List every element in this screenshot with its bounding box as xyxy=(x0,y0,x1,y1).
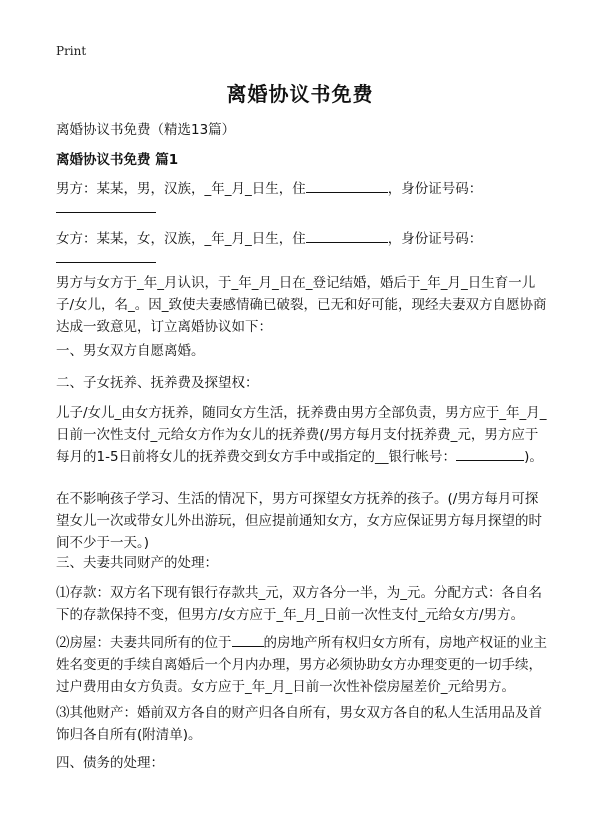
female-party-prefix: 女方：某某，女，汉族，_年_月_日生，住 xyxy=(56,231,306,247)
clause-property-heading: 三、夫妻共同财产的处理： xyxy=(56,555,218,571)
male-party-suffix: ，身份证号码： xyxy=(387,181,483,197)
female-party-line xyxy=(56,228,548,263)
house-text-start: ⑵房屋：夫妻共同所有的位于 xyxy=(56,635,232,651)
print-label[interactable]: Print xyxy=(56,44,87,58)
address-blank xyxy=(306,180,388,193)
male-party-prefix: 男方：某某，男，汉族，_年_月_日生，住 xyxy=(56,181,306,197)
bank-account-blank xyxy=(456,448,524,461)
visitation-paragraph: 在不影响孩子学习、生活的情况下，男方可探望女方抚养的孩子。(/男方每月可探望女儿一次或带女儿外出游玩，但应提前通知女方，女方应保证男方每月探望的时间不少于一天。) xyxy=(56,491,542,551)
intro-paragraph: 男方与女方于_年_月认识，于_年_月_日在_登记结婚，婚后于_年_月_日生育一儿子/女儿，名_。因_致使夫妻感情确已破裂，已无和好可能，现经夫妻双方自愿协商达成一致意见，订立离婚协议如下： xyxy=(56,275,547,335)
child-support-text: 儿子/女儿_由女方抚养，随同女方生活，抚养费由男方全部负责，男方应于_年_月_日前一次性支付_元给女方作为女儿的抚养费(/男方每月支付抚养费_元，男方应于每月的1-5日前将女儿的抚养费交到女方手中或指定的__银行帐号： xyxy=(56,405,547,465)
child-support-paragraph xyxy=(56,402,548,468)
id-number-blank xyxy=(56,200,156,213)
id-number-blank xyxy=(56,250,156,263)
deposit-paragraph: ⑴存款：双方名下现有银行存款共_元，双方各分一半，为_元。分配方式：各自名下的存款保持不变，但男方/女方应于_年_月_日前一次性支付_元给女方/男方。 xyxy=(56,585,542,623)
other-property-paragraph: ⑶其他财产：婚前双方各自的财产归各自所有，男女双方各自的私人生活用品及首饰归各自所有(附清单)。 xyxy=(56,705,542,743)
house-paragraph xyxy=(56,632,548,698)
address-blank xyxy=(306,230,388,243)
section-heading: 离婚协议书免费 篇1 xyxy=(56,152,179,168)
child-support-end: )。 xyxy=(524,449,543,465)
female-party-suffix: ，身份证号码： xyxy=(387,231,483,247)
clause-divorce: 一、男女双方自愿离婚。 xyxy=(56,343,205,359)
document-subtitle: 离婚协议书免费（精选13篇） xyxy=(56,122,236,138)
clause-debt-heading: 四、债务的处理： xyxy=(56,755,164,771)
location-blank xyxy=(232,634,264,647)
house-text-rest: 的房地产所有权归女方所有，房地产权证的业主姓名变更的手续自离婚后一个月内办理，男方必须协助女方办理变更的一切手续，过户费用由女方负责。女方应于_年_月_日前一次性补偿房屋差价_元给男方。 xyxy=(56,635,547,695)
clause-child-support-heading: 二、子女抚养、抚养费及探望权： xyxy=(56,375,259,391)
document-title: 离婚协议书免费 xyxy=(226,82,374,106)
male-party-line xyxy=(56,178,548,213)
